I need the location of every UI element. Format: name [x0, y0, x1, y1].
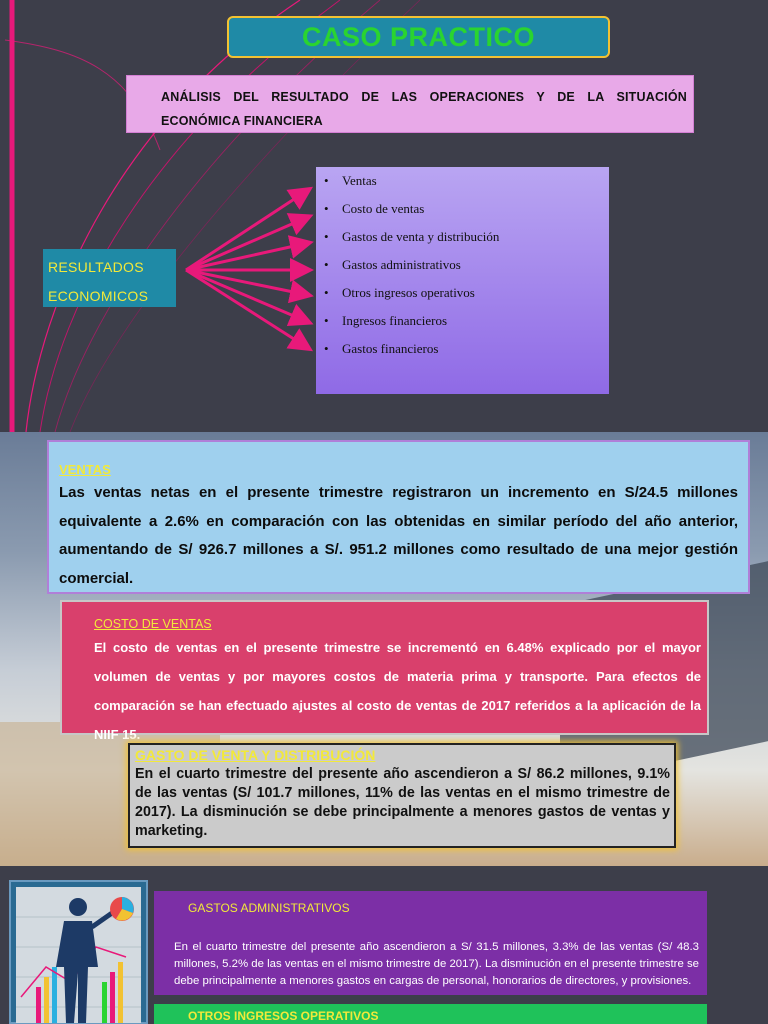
- otros-ingresos-panel: [154, 1004, 707, 1024]
- gastos-administrativos-paragraph: En el cuarto trimestre del presente año ascendieron a S/ 31.5 millones, 3.3% de las ventas (S/ 48.3 millones, 5.2% de las ventas en el mismo trimestre de 2017). La disminución en el presente trimestre se debe principalmente a menores gastos en cargas de personal, honorarios de directores, y provisiones.: [174, 941, 699, 987]
- list-item: • Costo de ventas: [324, 200, 601, 228]
- slide-gastos-administrativos: [0, 866, 768, 1024]
- ventas-panel: [47, 440, 750, 594]
- slide-ventas-costos: [0, 432, 768, 866]
- ventas-paragraph: Las ventas netas en el presente trimestre registraron un incremento en S/24.5 millones equivalente a 2.6% en comparación con las obtenidas en similar período del año anterior, aumentando de S/ 926.7 millones a S/. 951.2 millones como resultado de una mejor gestión comercial.: [59, 484, 738, 587]
- subtitle-text: ANÁLISIS DEL RESULTADO DE LAS OPERACIONES Y DE LA SITUACIÓN ECONÓMICA FINANCIERA: [161, 90, 687, 128]
- gasto-venta-paragraph: En el cuarto trimestre del presente año ascendieron a S/ 86.2 millones, 9.1% de las ventas (S/ 101.7 millones, 11% de las ventas en el mismo trimestre de 2017). La disminución se debe principalmente a menores gastos de ventas y marketing.: [135, 766, 670, 839]
- ventas-heading: VENTAS: [59, 462, 111, 477]
- otros-ingresos-heading: OTROS INGRESOS OPERATIVOS: [188, 1009, 379, 1023]
- resultados-line-1: RESULTADOS: [48, 259, 144, 275]
- bullet-icon: •: [324, 229, 329, 244]
- list-item: • Gastos administrativos: [324, 256, 601, 284]
- list-item: • Gastos financieros: [324, 340, 601, 368]
- resultados-list: [316, 167, 609, 394]
- bullet-icon: •: [324, 313, 329, 328]
- gastos-administrativos-heading: GASTOS ADMINISTRATIVOS: [188, 901, 350, 915]
- slide-resultados: [0, 0, 768, 432]
- costo-ventas-paragraph: El costo de ventas en el presente trimestre se incrementó en 6.48% explicado por el mayor volumen de ventas y por mayores costos de materia prima y transporte. Para efectos de comparación se han efectuado ajustes al costo de ventas de 2017 referidos a la aplicación de la NIIF 15.: [94, 640, 701, 742]
- bullet-icon: •: [324, 341, 329, 356]
- list-item: • Ingresos financieros: [324, 312, 601, 340]
- costo-ventas-panel: [60, 600, 709, 742]
- gastos-administrativos-panel: [154, 891, 707, 995]
- bullet-icon: •: [324, 257, 329, 272]
- list-item: • Gastos de venta y distribución: [324, 228, 601, 256]
- businessman-chart-illustration-icon: [9, 880, 148, 1024]
- resultados-line-2: ECONOMICOS: [48, 288, 149, 304]
- page-title: CASO PRACTICO: [301, 21, 535, 52]
- businessman-chart-illustration-icon: [16, 887, 141, 1023]
- bullet-icon: •: [324, 173, 329, 188]
- bullet-icon: •: [324, 285, 329, 300]
- list-item: • Otros ingresos operativos: [324, 284, 601, 312]
- gasto-venta-panel: [128, 743, 676, 848]
- gasto-venta-heading: GASTO DE VENTA Y DISTRIBUCIÓN: [135, 747, 376, 763]
- costo-ventas-heading: COSTO DE VENTAS: [94, 617, 212, 631]
- bullet-icon: •: [324, 201, 329, 216]
- list-item: • Ventas: [324, 172, 601, 200]
